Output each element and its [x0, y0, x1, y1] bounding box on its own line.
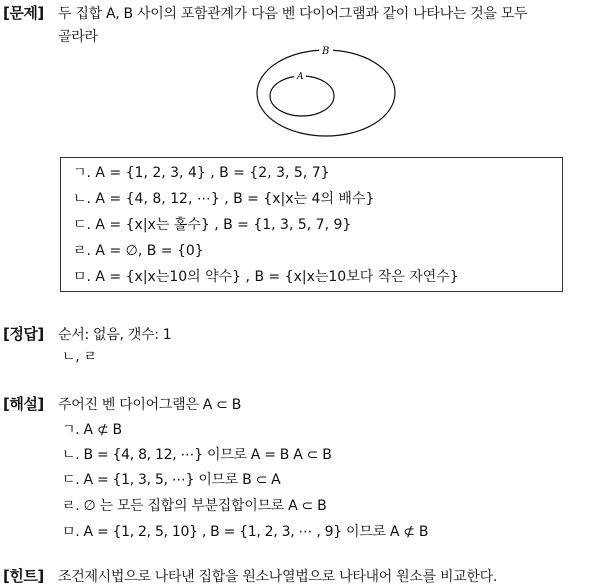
choice-item: ㄱ. A = {1, 2, 3, 4} , B = {2, 3, 5, 7}	[73, 165, 330, 181]
problem-label: [문제]	[3, 4, 44, 22]
venn-label-a: A	[297, 72, 304, 82]
venn-label-b: B	[322, 46, 330, 57]
choice-item: ㅁ. A = {x|x는10의 약수} , B = {x|x는10보다 작은 자연수}	[73, 269, 459, 285]
answer-line2: ㄴ, ㄹ	[62, 349, 97, 365]
explanation-line: ㄴ. B = {4, 8, 12, ⋯} 이므로 A = B A ⊂ B	[62, 447, 332, 463]
explanation-line: ㄱ. A ⊄ B	[62, 422, 122, 438]
problem-text-line2: 골라라	[58, 29, 98, 45]
choice-item: ㄷ. A = {x|x는 홀수} , B = {1, 3, 5, 7, 9}	[73, 217, 352, 233]
hint-label: [힌트]	[3, 567, 44, 585]
explanation-label: [해설]	[3, 395, 44, 413]
choices-box	[60, 157, 563, 292]
problem-text-line1: 두 집합 A, B 사이의 포함관계가 다음 벤 다이어그램과 같이 나타나는 것을 모두	[58, 6, 528, 22]
choice-item: ㄹ. A = ∅, B = {0}	[73, 243, 204, 259]
answer-line1: 순서: 없음, 갯수: 1	[58, 327, 172, 343]
answer-label: [정답]	[3, 325, 44, 343]
explanation-line: 주어진 벤 다이어그램은 A ⊂ B	[58, 397, 242, 413]
venn-diagram	[0, 45, 592, 155]
choice-item: ㄴ. A = {4, 8, 12, ⋯} , B = {x|x는 4의 배수}	[73, 191, 375, 207]
explanation-line: ㄹ. ∅ 는 모든 집합의 부분집합이므로 A ⊂ B	[62, 498, 327, 514]
venn-outer-set-b	[257, 50, 395, 136]
explanation-line: ㄷ. A = {1, 3, 5, ⋯} 이므로 B ⊂ A	[62, 472, 281, 488]
hint-text: 조건제시법으로 나타낸 집합을 원소나열법으로 나타내어 원소를 비교한다.	[58, 569, 497, 585]
venn-inner-set-a	[270, 76, 334, 116]
explanation-line: ㅁ. A = {1, 2, 5, 10} , B = {1, 2, 3, ⋯ , 9} 이므로 A ⊄ B	[62, 524, 429, 540]
